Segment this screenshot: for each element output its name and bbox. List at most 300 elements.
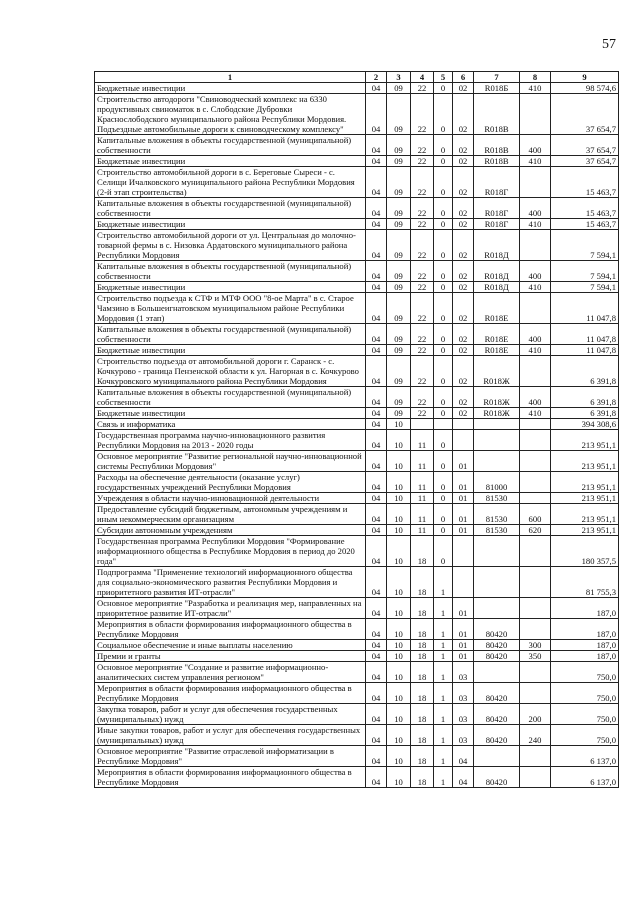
code-activity: 04 [453, 746, 474, 767]
amount: 15 463,7 [551, 167, 619, 198]
code-program: 11 [411, 525, 434, 536]
code-expense-type [520, 94, 551, 135]
amount: 394 308,6 [551, 419, 619, 430]
code-direction [474, 419, 520, 430]
code-subprogram: 1 [434, 746, 453, 767]
code-expense-type: 400 [520, 324, 551, 345]
code-activity: 03 [453, 662, 474, 683]
table-row [95, 640, 619, 651]
code-expense-type [520, 230, 551, 261]
item-name: Капитальные вложения в объекты государственной (муниципальной) собственности [95, 324, 366, 345]
amount: 11 047,8 [551, 293, 619, 324]
table-row [95, 261, 619, 282]
code-expense-type: 410 [520, 408, 551, 419]
code-subsection: 09 [387, 94, 411, 135]
table-row [95, 525, 619, 536]
code-activity [453, 567, 474, 598]
code-section: 04 [366, 493, 387, 504]
item-name: Расходы на обеспечение деятельности (оказание услуг) государственных учреждений Республики Мордовия [95, 472, 366, 493]
code-program: 22 [411, 135, 434, 156]
item-name: Основное мероприятие "Развитие региональной научно-инновационной системы Республики Мордовия" [95, 451, 366, 472]
amount: 187,0 [551, 640, 619, 651]
code-subprogram: 0 [434, 536, 453, 567]
table-row [95, 704, 619, 725]
code-expense-type [520, 746, 551, 767]
col-header: 8 [520, 72, 551, 83]
code-program: 22 [411, 282, 434, 293]
table-row [95, 387, 619, 408]
code-section: 04 [366, 293, 387, 324]
code-subprogram: 0 [434, 387, 453, 408]
code-direction: R018Г [474, 198, 520, 219]
code-subsection: 09 [387, 387, 411, 408]
table-row [95, 746, 619, 767]
code-activity: 02 [453, 282, 474, 293]
code-section: 04 [366, 651, 387, 662]
code-subsection: 10 [387, 451, 411, 472]
code-activity: 04 [453, 767, 474, 788]
table-row [95, 725, 619, 746]
table-row [95, 536, 619, 567]
code-subsection: 09 [387, 408, 411, 419]
code-activity: 02 [453, 356, 474, 387]
table-row [95, 167, 619, 198]
code-subsection: 09 [387, 282, 411, 293]
code-subsection: 10 [387, 662, 411, 683]
item-name: Иные закупки товаров, работ и услуг для обеспечения государственных (муниципальных) нужд [95, 725, 366, 746]
code-expense-type: 350 [520, 651, 551, 662]
code-activity: 02 [453, 198, 474, 219]
item-name: Бюджетные инвестиции [95, 345, 366, 356]
code-section: 04 [366, 704, 387, 725]
code-activity: 01 [453, 651, 474, 662]
code-section: 04 [366, 472, 387, 493]
code-subprogram: 1 [434, 683, 453, 704]
header-row [95, 72, 619, 83]
code-program: 22 [411, 345, 434, 356]
code-direction: 80420 [474, 683, 520, 704]
code-activity: 02 [453, 156, 474, 167]
code-direction: 81000 [474, 472, 520, 493]
amount: 98 574,6 [551, 83, 619, 94]
code-subprogram: 1 [434, 640, 453, 651]
code-direction: 80420 [474, 767, 520, 788]
code-subprogram: 0 [434, 293, 453, 324]
item-name: Связь и информатика [95, 419, 366, 430]
code-activity: 03 [453, 725, 474, 746]
item-name: Капитальные вложения в объекты государственной (муниципальной) собственности [95, 198, 366, 219]
code-section: 04 [366, 230, 387, 261]
code-activity: 01 [453, 619, 474, 640]
item-name: Государственная программа Республики Мордовия "Формирование информационного общества в Республике Мордовия в период до 2020 года" [95, 536, 366, 567]
code-program: 22 [411, 293, 434, 324]
item-name: Бюджетные инвестиции [95, 219, 366, 230]
code-section: 04 [366, 356, 387, 387]
code-expense-type [520, 619, 551, 640]
code-program: 11 [411, 430, 434, 451]
table-row [95, 156, 619, 167]
amount: 750,0 [551, 662, 619, 683]
table-row [95, 135, 619, 156]
code-section: 04 [366, 345, 387, 356]
code-direction: R018В [474, 135, 520, 156]
code-subsection: 10 [387, 598, 411, 619]
code-subsection: 10 [387, 640, 411, 651]
code-expense-type: 240 [520, 725, 551, 746]
code-subsection: 10 [387, 704, 411, 725]
table-row [95, 324, 619, 345]
code-subprogram: 0 [434, 282, 453, 293]
code-subprogram: 0 [434, 83, 453, 94]
code-direction: 80420 [474, 725, 520, 746]
code-direction: R018Ж [474, 356, 520, 387]
amount: 187,0 [551, 598, 619, 619]
code-expense-type [520, 598, 551, 619]
code-subprogram: 0 [434, 230, 453, 261]
code-section: 04 [366, 198, 387, 219]
amount: 180 357,5 [551, 536, 619, 567]
code-direction: R018Г [474, 167, 520, 198]
code-subprogram [434, 419, 453, 430]
code-program: 18 [411, 567, 434, 598]
code-direction: 81530 [474, 504, 520, 525]
code-program: 22 [411, 167, 434, 198]
code-subprogram: 1 [434, 767, 453, 788]
code-subsection: 09 [387, 293, 411, 324]
code-activity: 02 [453, 293, 474, 324]
code-section: 04 [366, 640, 387, 651]
amount: 6 391,8 [551, 408, 619, 419]
code-section: 04 [366, 451, 387, 472]
amount: 6 391,8 [551, 356, 619, 387]
budget-table [94, 71, 619, 788]
code-subprogram: 1 [434, 662, 453, 683]
code-section: 04 [366, 525, 387, 536]
code-program: 22 [411, 356, 434, 387]
code-direction: 80420 [474, 640, 520, 651]
code-expense-type: 400 [520, 387, 551, 408]
table-row [95, 619, 619, 640]
amount: 187,0 [551, 619, 619, 640]
code-subprogram: 1 [434, 651, 453, 662]
item-name: Капитальные вложения в объекты государственной (муниципальной) собственности [95, 261, 366, 282]
code-program: 18 [411, 619, 434, 640]
code-subsection: 09 [387, 345, 411, 356]
code-subprogram: 0 [434, 156, 453, 167]
code-program: 18 [411, 640, 434, 651]
code-program: 22 [411, 324, 434, 345]
col-header: 7 [474, 72, 520, 83]
amount: 6 137,0 [551, 767, 619, 788]
code-subprogram: 0 [434, 493, 453, 504]
code-subprogram: 0 [434, 198, 453, 219]
code-section: 04 [366, 219, 387, 230]
page-number: 57 [602, 37, 616, 52]
code-program: 22 [411, 230, 434, 261]
item-name: Бюджетные инвестиции [95, 83, 366, 94]
code-activity: 02 [453, 387, 474, 408]
code-section: 04 [366, 430, 387, 451]
code-program: 18 [411, 536, 434, 567]
amount: 7 594,1 [551, 282, 619, 293]
amount: 6 137,0 [551, 746, 619, 767]
code-activity: 03 [453, 683, 474, 704]
code-subsection: 09 [387, 198, 411, 219]
code-program: 22 [411, 83, 434, 94]
code-activity: 02 [453, 135, 474, 156]
code-expense-type: 410 [520, 156, 551, 167]
item-name: Бюджетные инвестиции [95, 408, 366, 419]
code-program [411, 419, 434, 430]
table-row [95, 356, 619, 387]
code-section: 04 [366, 767, 387, 788]
code-direction: R018Б [474, 83, 520, 94]
code-subprogram: 0 [434, 504, 453, 525]
code-section: 04 [366, 619, 387, 640]
code-section: 04 [366, 683, 387, 704]
code-subprogram: 0 [434, 472, 453, 493]
item-name: Строительство подъезда к СТФ и МТФ ООО "8-ое Марта" в с. Старое Чамзино в Большеигнатовском муниципальном районе Республики Мордовия (1 этап) [95, 293, 366, 324]
code-activity: 03 [453, 704, 474, 725]
item-name: Бюджетные инвестиции [95, 282, 366, 293]
code-program: 18 [411, 746, 434, 767]
amount: 750,0 [551, 704, 619, 725]
table-row [95, 345, 619, 356]
table-row [95, 504, 619, 525]
amount: 213 951,1 [551, 504, 619, 525]
code-section: 04 [366, 282, 387, 293]
code-subsection: 09 [387, 230, 411, 261]
table-row [95, 472, 619, 493]
code-section: 04 [366, 419, 387, 430]
code-subprogram: 0 [434, 430, 453, 451]
code-activity [453, 430, 474, 451]
code-subsection: 09 [387, 156, 411, 167]
code-section: 04 [366, 567, 387, 598]
amount: 750,0 [551, 725, 619, 746]
item-name: Социальное обеспечение и иные выплаты населению [95, 640, 366, 651]
code-program: 18 [411, 598, 434, 619]
code-subprogram: 0 [434, 261, 453, 282]
amount: 7 594,1 [551, 261, 619, 282]
code-subsection: 09 [387, 135, 411, 156]
table-row [95, 767, 619, 788]
col-header: 4 [411, 72, 434, 83]
code-program: 22 [411, 261, 434, 282]
code-section: 04 [366, 536, 387, 567]
code-activity: 02 [453, 167, 474, 198]
table-row [95, 408, 619, 419]
item-name: Капитальные вложения в объекты государственной (муниципальной) собственности [95, 135, 366, 156]
amount: 11 047,8 [551, 324, 619, 345]
code-subprogram: 0 [434, 408, 453, 419]
code-subsection: 10 [387, 472, 411, 493]
code-expense-type: 200 [520, 704, 551, 725]
code-program: 22 [411, 219, 434, 230]
code-section: 04 [366, 725, 387, 746]
code-subprogram: 0 [434, 167, 453, 198]
code-direction: 80420 [474, 704, 520, 725]
code-section: 04 [366, 135, 387, 156]
code-direction [474, 536, 520, 567]
item-name: Мероприятия в области формирования информационного общества в Республике Мордовия [95, 683, 366, 704]
code-expense-type: 400 [520, 261, 551, 282]
item-name: Субсидии автономным учреждениям [95, 525, 366, 536]
code-direction [474, 567, 520, 598]
amount: 213 951,1 [551, 525, 619, 536]
item-name: Премии и гранты [95, 651, 366, 662]
code-section: 04 [366, 387, 387, 408]
item-name: Мероприятия в области формирования информационного общества в Республике Мордовия [95, 767, 366, 788]
code-expense-type: 410 [520, 345, 551, 356]
code-subsection: 10 [387, 493, 411, 504]
code-activity: 02 [453, 230, 474, 261]
code-subprogram: 0 [434, 356, 453, 387]
code-subprogram: 0 [434, 324, 453, 345]
code-program: 11 [411, 472, 434, 493]
code-program: 11 [411, 493, 434, 504]
amount: 37 654,7 [551, 94, 619, 135]
code-expense-type [520, 767, 551, 788]
code-subsection: 09 [387, 219, 411, 230]
code-subsection: 10 [387, 725, 411, 746]
code-subsection: 10 [387, 651, 411, 662]
code-subprogram: 0 [434, 135, 453, 156]
code-expense-type: 400 [520, 135, 551, 156]
code-subsection: 09 [387, 324, 411, 345]
code-expense-type [520, 683, 551, 704]
code-program: 18 [411, 725, 434, 746]
item-name: Закупка товаров, работ и услуг для обеспечения государственных (муниципальных) нужд [95, 704, 366, 725]
item-name: Учреждения в области научно-инновационной деятельности [95, 493, 366, 504]
code-activity: 01 [453, 598, 474, 619]
code-expense-type: 410 [520, 282, 551, 293]
code-section: 04 [366, 83, 387, 94]
code-subsection: 10 [387, 536, 411, 567]
code-activity: 01 [453, 504, 474, 525]
code-direction: 81530 [474, 493, 520, 504]
code-section: 04 [366, 598, 387, 619]
code-direction: 81530 [474, 525, 520, 536]
code-program: 18 [411, 662, 434, 683]
code-subprogram: 1 [434, 725, 453, 746]
code-direction: R018Е [474, 324, 520, 345]
code-subprogram: 1 [434, 598, 453, 619]
code-subprogram: 1 [434, 619, 453, 640]
item-name: Основное мероприятие "Разработка и реализация мер, направленных на приоритетное развитие ИТ-отрасли" [95, 598, 366, 619]
table-row [95, 94, 619, 135]
code-expense-type [520, 536, 551, 567]
code-expense-type [520, 567, 551, 598]
code-program: 18 [411, 767, 434, 788]
code-subprogram: 0 [434, 345, 453, 356]
code-direction: 80420 [474, 619, 520, 640]
code-direction: R018Е [474, 293, 520, 324]
code-program: 22 [411, 387, 434, 408]
code-program: 11 [411, 504, 434, 525]
code-direction [474, 430, 520, 451]
col-header: 9 [551, 72, 619, 83]
code-direction [474, 662, 520, 683]
code-activity: 02 [453, 345, 474, 356]
code-direction: R018Ж [474, 408, 520, 419]
amount: 15 463,7 [551, 219, 619, 230]
code-program: 18 [411, 683, 434, 704]
amount: 213 951,1 [551, 451, 619, 472]
code-expense-type [520, 451, 551, 472]
code-expense-type: 410 [520, 83, 551, 94]
table-row [95, 430, 619, 451]
amount: 7 594,1 [551, 230, 619, 261]
code-activity [453, 419, 474, 430]
code-direction: R018В [474, 94, 520, 135]
code-expense-type: 600 [520, 504, 551, 525]
code-section: 04 [366, 746, 387, 767]
code-subsection: 10 [387, 683, 411, 704]
amount: 37 654,7 [551, 156, 619, 167]
code-activity: 01 [453, 472, 474, 493]
code-expense-type [520, 167, 551, 198]
code-subsection: 09 [387, 356, 411, 387]
code-direction: R018Д [474, 230, 520, 261]
table-row [95, 83, 619, 94]
code-activity [453, 536, 474, 567]
table-row [95, 198, 619, 219]
col-header: 2 [366, 72, 387, 83]
amount: 213 951,1 [551, 493, 619, 504]
code-expense-type [520, 293, 551, 324]
code-expense-type: 400 [520, 198, 551, 219]
item-name: Государственная программа научно-инновационного развития Республики Мордовия на 2013 - 2020 годы [95, 430, 366, 451]
table-row [95, 662, 619, 683]
item-name: Строительство автодороги "Свиноводческий комплекс на 6330 продуктивных свиноматок в с. Слободские Дубровки Краснослободского муниципального района Республики Мордовия. Подъездные автомобильные дороги к свиноводческому комплексу" [95, 94, 366, 135]
table-row [95, 293, 619, 324]
item-name: Основное мероприятие "Развитие отраслевой информатизации в Республике Мордовия" [95, 746, 366, 767]
code-subprogram: 0 [434, 525, 453, 536]
col-header: 5 [434, 72, 453, 83]
code-program: 22 [411, 94, 434, 135]
col-header: 1 [95, 72, 366, 83]
code-section: 04 [366, 408, 387, 419]
code-direction: R018В [474, 156, 520, 167]
item-name: Основное мероприятие "Создание и развитие информационно-аналитических систем управления регионом" [95, 662, 366, 683]
table-row [95, 493, 619, 504]
code-program: 18 [411, 704, 434, 725]
code-direction: R018Д [474, 282, 520, 293]
code-subsection: 09 [387, 83, 411, 94]
code-activity: 02 [453, 83, 474, 94]
code-subsection: 09 [387, 261, 411, 282]
code-direction: R018Д [474, 261, 520, 282]
code-direction: 80420 [474, 651, 520, 662]
code-subprogram: 1 [434, 704, 453, 725]
code-expense-type [520, 430, 551, 451]
amount: 37 654,7 [551, 135, 619, 156]
amount: 213 951,1 [551, 472, 619, 493]
code-section: 04 [366, 324, 387, 345]
code-activity: 01 [453, 451, 474, 472]
code-subsection: 10 [387, 430, 411, 451]
code-expense-type [520, 356, 551, 387]
code-subprogram: 0 [434, 219, 453, 230]
item-name: Бюджетные инвестиции [95, 156, 366, 167]
code-activity: 02 [453, 324, 474, 345]
code-expense-type [520, 493, 551, 504]
table-row [95, 282, 619, 293]
code-activity: 01 [453, 525, 474, 536]
code-direction [474, 746, 520, 767]
code-section: 04 [366, 662, 387, 683]
